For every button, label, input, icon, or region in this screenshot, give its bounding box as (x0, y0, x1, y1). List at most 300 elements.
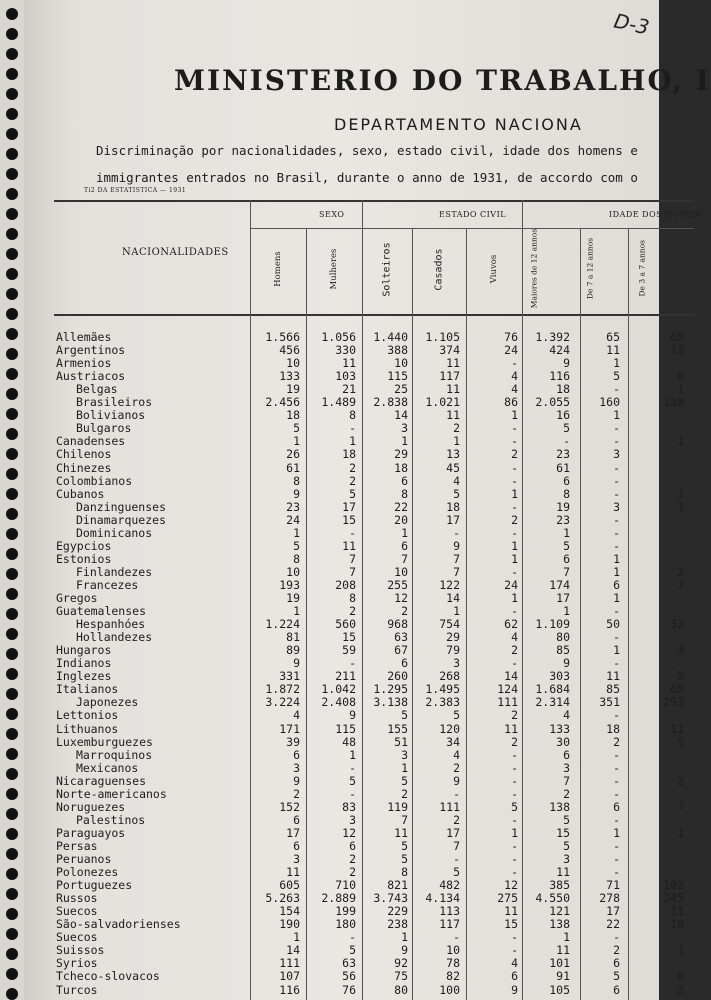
table-cell: 4 (511, 369, 518, 384)
table-cell: - (349, 930, 356, 945)
table-cell: 2 (401, 786, 408, 801)
table-cell: 7 (563, 773, 570, 788)
table-cell: 22 (606, 917, 620, 932)
table-cell: 2 (677, 773, 684, 788)
nationality-name: Belgas (76, 382, 118, 397)
table-row (54, 917, 694, 930)
table-cell: 7 (453, 838, 460, 853)
nationality-name: Estonios (56, 551, 112, 566)
table-row (54, 722, 694, 735)
table-cell: 56 (342, 969, 356, 984)
table-row (54, 447, 694, 460)
table-row (54, 983, 694, 996)
table-row (54, 787, 694, 800)
table-cell: 1.105 (425, 330, 460, 344)
table-cell: 11 (670, 721, 684, 736)
table-cell: 48 (342, 734, 356, 749)
table-row (54, 708, 694, 721)
nationality-name: Mexicanos (76, 760, 139, 775)
table-cell: 138 (549, 799, 570, 814)
table-cell: - (511, 812, 518, 827)
table-cell: 9 (349, 708, 356, 723)
table-cell: 3 (401, 421, 408, 436)
table-row (54, 474, 694, 487)
table-cell: 4 (293, 708, 300, 723)
binding-hole (6, 248, 18, 260)
binding-hole (6, 288, 18, 300)
table-cell: 3 (401, 747, 408, 762)
table-cell: 5 (349, 943, 356, 958)
binding-hole (6, 968, 18, 980)
table-cell: 62 (504, 617, 518, 632)
table-cell: 1 (613, 564, 620, 579)
table-cell: 1 (293, 525, 300, 540)
table-cell: 17 (446, 825, 460, 840)
binding-hole (6, 628, 18, 640)
description-line-1: Discriminação por nacionalidades, sexo, estado civil, idade dos homens e (96, 143, 638, 158)
table-cell: - (677, 591, 684, 605)
group-estado-civil: ESTADO CIVIL (439, 210, 507, 219)
table-cell: 2 (677, 564, 684, 579)
table-cell: - (677, 408, 684, 423)
table-cell: 50 (606, 617, 620, 632)
table-cell: 113 (439, 904, 460, 919)
table-cell: 11 (446, 408, 460, 423)
table-cell: 5 (401, 773, 408, 788)
table-row (54, 604, 694, 617)
table-cell: - (677, 473, 684, 488)
table-cell: - (677, 760, 684, 775)
table-cell: 65 (606, 330, 620, 344)
table-cell: - (613, 838, 620, 853)
table-row (54, 382, 694, 395)
nationality-name: Nicaraguenses (56, 773, 147, 788)
table-row (54, 487, 694, 500)
binding-hole (6, 588, 18, 600)
table-cell: 1 (563, 604, 570, 619)
table-row (54, 565, 694, 578)
table-cell: 111 (279, 956, 300, 971)
table-cell: 1.566 (265, 330, 300, 344)
table-cell: - (613, 708, 620, 723)
table-cell: - (613, 421, 620, 436)
table-cell: - (677, 421, 684, 436)
col-homens: Homens (273, 251, 283, 287)
table-cell: 71 (606, 878, 620, 893)
table-row (54, 813, 694, 826)
table-cell: - (613, 786, 620, 801)
table-cell: 1 (563, 930, 570, 945)
table-cell: 1 (677, 382, 684, 397)
table-cell: - (613, 434, 620, 449)
table-cell: 78 (446, 956, 460, 971)
table-cell: 4 (511, 382, 518, 397)
nationality-name: Suissos (56, 943, 105, 958)
table-cell: - (613, 460, 620, 475)
binding-hole (6, 268, 18, 280)
table-cell: 117 (439, 917, 460, 932)
table-cell: 105 (549, 982, 570, 997)
table-cell: 3 (453, 656, 460, 671)
table-cell: 19 (286, 591, 300, 605)
table-cell: 83 (342, 799, 356, 814)
table-cell: 2 (349, 604, 356, 619)
table-cell: - (613, 747, 620, 762)
table-cell: 6 (677, 369, 684, 384)
nationality-name: Argentinos (56, 343, 126, 358)
table-cell: 2 (563, 786, 570, 801)
table-row (54, 656, 694, 669)
table-cell: 6 (401, 473, 408, 488)
nationality-name: São-salvadorienses (56, 917, 181, 932)
table-cell: 10 (446, 943, 460, 958)
table-cell: 4 (511, 956, 518, 971)
nationality-name: Syrios (56, 956, 98, 971)
nationality-name: Luxemburguezes (56, 734, 153, 749)
table-cell: 18 (446, 499, 460, 514)
page-title: MINISTERIO DO TRABALHO, I (174, 64, 711, 97)
table-cell: 6 (563, 473, 570, 488)
table-cell: 122 (439, 577, 460, 592)
table-cell: 1.392 (535, 330, 570, 344)
nationality-name: Lettonios (56, 708, 119, 723)
table-cell: - (511, 943, 518, 958)
table-cell: 268 (439, 669, 460, 684)
binding-hole (6, 848, 18, 860)
table-cell: 2.456 (265, 395, 300, 410)
table-cell: - (453, 525, 460, 540)
table-cell: 13 (446, 447, 460, 462)
binding-hole (6, 28, 18, 40)
binding-hole (6, 408, 18, 420)
binding-hole (6, 68, 18, 80)
table-cell: 5 (677, 669, 684, 684)
nationality-name: Polonezes (56, 865, 119, 880)
table-cell: 12 (394, 591, 408, 605)
table-cell: - (511, 564, 518, 579)
table-cell: 351 (599, 695, 620, 710)
table-cell: 3.743 (373, 891, 408, 906)
table-cell: 2 (511, 447, 518, 462)
table-cell: 7 (349, 564, 356, 579)
table-cell: 103 (335, 369, 356, 384)
nationality-name: Suecos (56, 930, 98, 945)
table-cell: 374 (439, 343, 460, 358)
table-cell: 4 (453, 747, 460, 762)
table-cell: 2 (677, 982, 684, 997)
table-cell: - (677, 852, 684, 866)
table-cell: 17 (556, 591, 570, 605)
table-cell: 29 (446, 630, 460, 645)
table-cell: 34 (446, 734, 460, 749)
table-cell: 5 (293, 421, 300, 436)
table-cell: 3 (613, 447, 620, 462)
header-bottom-rule (54, 314, 694, 316)
table-cell: 8 (401, 486, 408, 501)
table-cell: - (511, 773, 518, 788)
binding-hole (6, 348, 18, 360)
department-name: DEPARTAMENTO NACIONA (334, 115, 583, 134)
col-3-a-7: De 3 a 7 annos (637, 240, 647, 297)
table-cell: 5 (613, 369, 620, 384)
nationality-name: Hungaros (56, 643, 112, 658)
table-row (54, 434, 694, 447)
binding-hole (6, 208, 18, 220)
table-cell: 3 (293, 852, 300, 866)
nationality-name: Bolivianos (76, 408, 146, 423)
table-row (54, 356, 694, 369)
table-cell: 1 (613, 591, 620, 605)
table-cell: - (349, 786, 356, 801)
binding-hole (6, 728, 18, 740)
table-cell: 9 (453, 538, 460, 553)
table-cell: 5 (613, 969, 620, 984)
table-cell: 20 (394, 512, 408, 527)
table-cell: 23 (286, 499, 300, 514)
table-cell: 11 (504, 721, 518, 736)
nationality-name: Finlandezes (76, 564, 153, 579)
table-cell: 199 (335, 904, 356, 919)
table-cell: 107 (279, 969, 300, 984)
table-cell: - (511, 460, 518, 475)
nationality-name: Bulgaros (76, 421, 132, 436)
table-cell: 5 (453, 486, 460, 501)
table-cell: 120 (439, 721, 460, 736)
table-row (54, 930, 694, 943)
binding-hole (6, 868, 18, 880)
binding-hole (6, 368, 18, 380)
table-cell: 7 (401, 551, 408, 566)
table-cell: 92 (394, 956, 408, 971)
table-cell: 2 (453, 812, 460, 827)
table-cell: 7 (453, 564, 460, 579)
table-cell: 121 (549, 904, 570, 919)
table-cell: - (511, 865, 518, 880)
binding-hole (6, 648, 18, 660)
nationality-name: Canadenses (56, 434, 126, 449)
nationality-name: Persas (56, 838, 98, 853)
table-cell: 63 (342, 956, 356, 971)
table-cell: 1 (401, 760, 408, 775)
table-cell: 5 (563, 812, 570, 827)
table-cell: 14 (394, 408, 408, 423)
nationality-name: Egypcios (56, 538, 112, 553)
table-cell: 1.109 (535, 617, 570, 632)
table-cell: 6 (677, 969, 684, 984)
table-cell: 18 (606, 721, 620, 736)
table-cell: 23 (556, 447, 570, 462)
group-idade: IDADE DOS HOMEN (609, 210, 703, 219)
table-cell: 9 (401, 943, 408, 958)
table-cell: - (677, 630, 684, 645)
table-cell: 4 (511, 630, 518, 645)
table-cell: 21 (342, 382, 356, 397)
table-cell: 5 (401, 838, 408, 853)
binding-hole (6, 508, 18, 520)
table-cell: - (677, 865, 684, 880)
table-cell: 86 (504, 395, 518, 410)
nationality-name: Lithuanos (56, 721, 119, 736)
table-cell: 32 (670, 617, 684, 632)
table-cell: 11 (606, 669, 620, 684)
table-cell: 11 (670, 904, 684, 919)
table-cell: 138 (549, 917, 570, 932)
binding-hole (6, 488, 18, 500)
stamp: Ti2 DA ESTATISTICA — 1931 (84, 187, 187, 194)
table-row (54, 578, 694, 591)
nationality-name: Colombianos (56, 473, 133, 488)
table-cell: 2.838 (373, 395, 408, 410)
table-cell: 12 (342, 825, 356, 840)
table-cell: 11 (446, 382, 460, 397)
table-cell: 278 (599, 891, 620, 906)
table-cell: 330 (335, 343, 356, 358)
binding-hole (6, 528, 18, 540)
nationality-name: Suecos (56, 904, 98, 919)
nationality-name: Allemães (56, 330, 112, 344)
table-cell: 385 (549, 878, 570, 893)
table-cell: 15 (504, 917, 518, 932)
table-cell: - (613, 486, 620, 501)
nationality-name: Paraguayos (56, 825, 126, 840)
table-cell: - (511, 838, 518, 853)
table-cell: 180 (335, 917, 356, 932)
table-cell: - (613, 852, 620, 866)
table-cell: - (511, 434, 518, 449)
table-cell: 8 (349, 408, 356, 423)
table-cell: 76 (342, 982, 356, 997)
table-cell: 11 (556, 943, 570, 958)
table-cell: 17 (446, 512, 460, 527)
table-cell: 8 (563, 486, 570, 501)
table-cell: - (677, 356, 684, 371)
table-cell: - (613, 473, 620, 488)
table-cell: 63 (394, 630, 408, 645)
table-cell: 331 (279, 669, 300, 684)
table-cell: 61 (556, 460, 570, 475)
table-cell: 5 (401, 708, 408, 723)
binding-hole (6, 828, 18, 840)
table-cell: 10 (286, 356, 300, 371)
table-cell: 6 (293, 747, 300, 762)
table-cell: 8 (401, 865, 408, 880)
table-cell: 17 (606, 904, 620, 919)
table-row (54, 826, 694, 839)
table-row (54, 878, 694, 891)
table-cell: 80 (556, 630, 570, 645)
table-cell: 19 (286, 382, 300, 397)
nationality-name: Austriacos (56, 369, 126, 384)
table-row (54, 395, 694, 408)
table-cell: 15 (342, 630, 356, 645)
table-cell: 13 (670, 343, 684, 358)
table-row (54, 800, 694, 813)
table-cell: 968 (387, 617, 408, 632)
table-cell: 9 (293, 656, 300, 671)
table-cell: 1 (511, 551, 518, 566)
table-cell: - (349, 525, 356, 540)
table-cell: 293 (663, 695, 684, 710)
table-row (54, 513, 694, 526)
table-cell: 17 (342, 499, 356, 514)
table-row (54, 852, 694, 865)
table-cell: 171 (279, 721, 300, 736)
table-row (54, 956, 694, 969)
table-cell: 710 (335, 878, 356, 893)
table-cell: 5 (349, 486, 356, 501)
table-cell: 6 (563, 747, 570, 762)
table-cell: 18 (286, 408, 300, 423)
table-cell: 124 (497, 682, 518, 697)
table-cell: 18 (556, 382, 570, 397)
col-solteiros: Solteiros (381, 242, 393, 297)
table-cell: - (349, 760, 356, 775)
table-cell: 1 (293, 434, 300, 449)
table-cell: 1 (293, 930, 300, 945)
table-cell: - (613, 604, 620, 619)
binding-hole (6, 128, 18, 140)
binding-hole (6, 888, 18, 900)
table-cell: 2 (349, 865, 356, 880)
table-cell: 138 (663, 395, 684, 410)
table-row (54, 408, 694, 421)
table-cell: - (613, 630, 620, 645)
table-cell: 208 (335, 577, 356, 592)
document-id: D-3 (611, 8, 652, 40)
table-cell: 2 (349, 473, 356, 488)
table-cell: 1 (401, 930, 408, 945)
binding-hole (6, 48, 18, 60)
table-cell: 5 (453, 708, 460, 723)
table-cell: 11 (446, 356, 460, 371)
table-cell: - (677, 747, 684, 762)
table-row (54, 330, 694, 343)
table-cell: 59 (342, 643, 356, 658)
binding-hole (6, 428, 18, 440)
table-cell: 85 (606, 682, 620, 697)
table-cell: 1.684 (535, 682, 570, 697)
binding-hole (6, 948, 18, 960)
binding-hole (6, 108, 18, 120)
table-cell: 2.055 (535, 395, 570, 410)
table-cell: 605 (279, 878, 300, 893)
table-cell: 6 (401, 656, 408, 671)
table-cell: 8 (349, 591, 356, 605)
table-cell: 482 (439, 878, 460, 893)
table-cell: 1.042 (321, 682, 356, 697)
table-cell: 3 (293, 760, 300, 775)
table-cell: 7 (677, 577, 684, 592)
nationality-name: Armenios (56, 356, 112, 371)
table-cell: 111 (497, 695, 518, 710)
nationality-name: Noruguezes (56, 799, 126, 814)
table-cell: 65 (670, 682, 684, 697)
table-cell: 1.021 (425, 395, 460, 410)
table-cell: 16 (556, 408, 570, 423)
table-cell: 174 (549, 577, 570, 592)
table-row (54, 500, 694, 513)
table-cell: 2.314 (535, 695, 570, 710)
table-cell: 11 (286, 865, 300, 880)
table-cell: 3.224 (265, 695, 300, 710)
table-cell: 1 (293, 604, 300, 619)
table-cell: 255 (387, 577, 408, 592)
table-cell: - (453, 930, 460, 945)
group-sexo: SEXO (319, 210, 345, 219)
table-cell: - (613, 538, 620, 553)
table-row (54, 891, 694, 904)
table-cell: 9 (293, 773, 300, 788)
